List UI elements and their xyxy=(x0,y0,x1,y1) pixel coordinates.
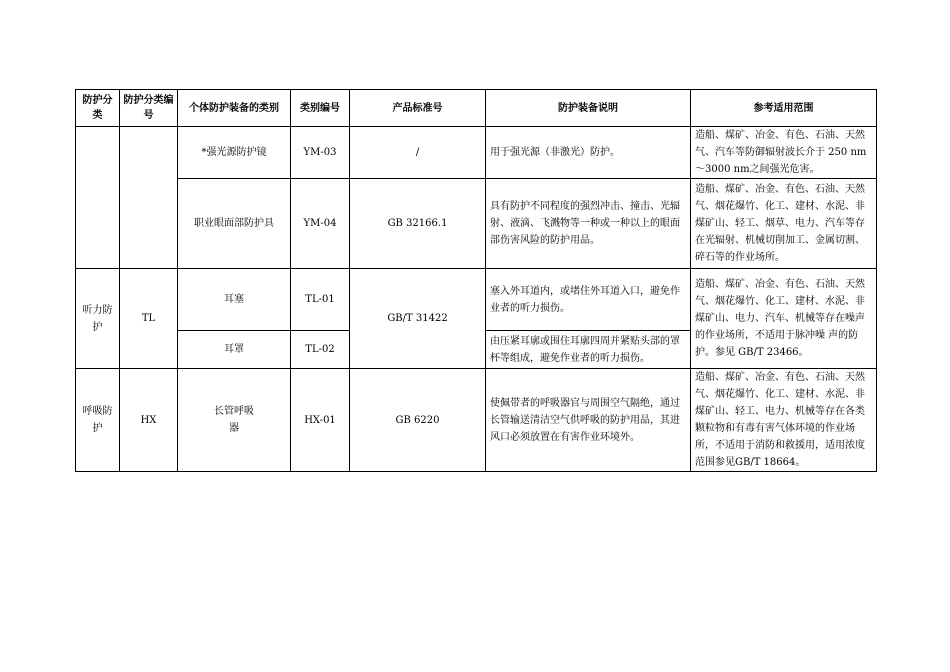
header-equipment-type: 个体防护装备的类别 xyxy=(178,90,291,127)
equipment-type-cell: 耳罩 xyxy=(178,331,291,369)
ppe-standards-table xyxy=(75,89,877,472)
header-category-code: 防护分类编号 xyxy=(120,90,178,127)
category-code-cell-empty xyxy=(120,127,178,269)
table-row xyxy=(76,179,877,269)
category-code-cell: HX xyxy=(120,369,178,472)
scope-cell: 造船、煤矿、冶金、有色、石油、天然气、烟花爆竹、化工、建材、水泥、非煤矿山、电力、汽车、机械等存在噪声的作业场所，不适用于脉冲噪 声的防护。参见 GB/T 23466。 xyxy=(691,269,877,369)
table-row xyxy=(76,369,877,472)
equipment-type-cell: *强光源防护镜 xyxy=(178,127,291,179)
header-standard-number: 产品标准号 xyxy=(350,90,486,127)
category-code-cell: TL xyxy=(120,269,178,369)
equipment-type-cell: 职业眼面部防护具 xyxy=(178,179,291,269)
standard-number-cell: GB 32166.1 xyxy=(350,179,486,269)
standard-number-cell: GB/T 31422 xyxy=(350,269,486,369)
equipment-type-cell: 长管呼吸器 xyxy=(178,369,291,472)
type-code-cell: YM-04 xyxy=(291,179,350,269)
header-type-code: 类别编号 xyxy=(291,90,350,127)
description-cell: 由压紧耳廓或围住耳廓四周并紧贴头部的罩杯等组成，避免作业者的听力损伤。 xyxy=(486,331,691,369)
equipment-type-cell: 耳塞 xyxy=(178,269,291,331)
header-category: 防护分类 xyxy=(76,90,120,127)
header-description: 防护装备说明 xyxy=(486,90,691,127)
scope-cell: 造船、煤矿、冶金、有色、石油、天然气、烟花爆竹、化工、建材、水泥、非煤矿山、轻工、电力、机械等存在各类颗粒物和有毒有害气体环境的作业场所，不适用于消防和救援用，适用浓度范围参见GB/T 18664。 xyxy=(691,369,877,472)
type-code-cell: YM-03 xyxy=(291,127,350,179)
category-cell-empty xyxy=(76,127,120,269)
scope-cell: 造船、煤矿、冶金、有色、石油、天然气、汽车等防御辐射波长介于 250 nm ～3000 nm之间强光危害。 xyxy=(691,127,877,179)
header-scope: 参考适用范围 xyxy=(691,90,877,127)
description-cell: 用于强光源（非激光）防护。 xyxy=(486,127,691,179)
type-code-cell: TL-02 xyxy=(291,331,350,369)
type-code-cell: HX-01 xyxy=(291,369,350,472)
table-row xyxy=(76,127,877,179)
description-cell: 塞入外耳道内，或堵住外耳道入口，避免作业者的听力损伤。 xyxy=(486,269,691,331)
description-cell: 具有防护不同程度的强烈冲击、撞击、光辐射、液滴、飞溅物等一种或一种以上的眼面部伤害风险的防护用品。 xyxy=(486,179,691,269)
type-code-cell: TL-01 xyxy=(291,269,350,331)
category-cell: 呼吸防护 xyxy=(76,369,120,472)
standard-number-cell: / xyxy=(350,127,486,179)
scope-cell: 造船、煤矿、冶金、有色、石油、天然气、烟花爆竹、化工、建材、水泥、非煤矿山、轻工、烟草、电力、汽车等存在光辐射、机械切削加工、金属切割、碎石等的作业场所。 xyxy=(691,179,877,269)
header-row xyxy=(76,90,877,127)
table-row xyxy=(76,269,877,331)
description-cell: 使佩带者的呼吸器官与周围空气隔绝，通过长管输送清洁空气供呼吸的防护用品，其进风口必须放置在有害作业环境外。 xyxy=(486,369,691,472)
category-cell: 听力防护 xyxy=(76,269,120,369)
standard-number-cell: GB 6220 xyxy=(350,369,486,472)
